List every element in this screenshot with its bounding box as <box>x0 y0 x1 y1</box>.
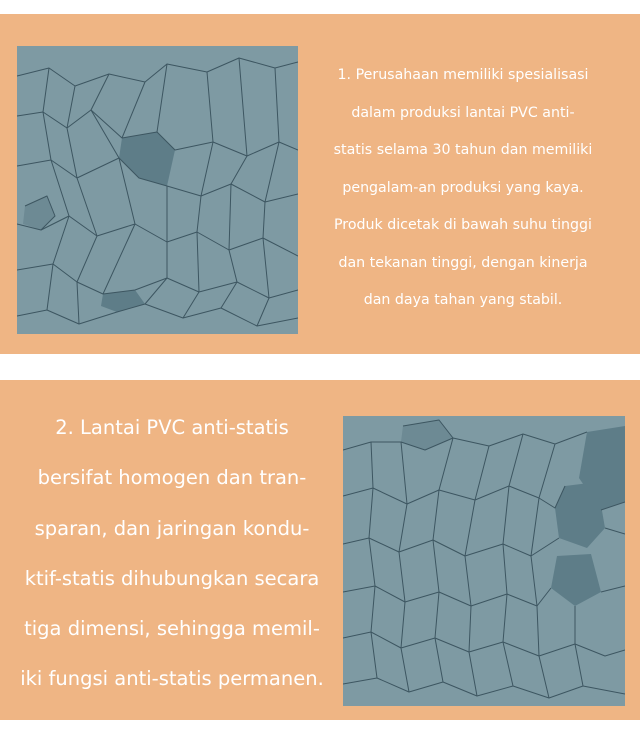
text-line: dan daya tahan yang stabil. <box>363 292 563 308</box>
text-line: Produk dicetak di bawah suhu tinggi <box>334 217 592 233</box>
feature-description-2 <box>0 403 344 705</box>
feature-panel-2 <box>0 380 640 720</box>
floor-texture-graphic <box>343 416 625 706</box>
text-line: tiga dimensi, sehingga memil- <box>24 617 320 641</box>
text-line: bersifat homogen dan tran- <box>37 466 307 490</box>
text-line: 1. Perusahaan memiliki spesialisasi <box>337 67 589 83</box>
text-line: pengalam-an produksi yang kaya. <box>342 179 584 196</box>
text-line: dalam produksi lantai PVC anti- <box>351 104 575 121</box>
text-line: statis selama 30 tahun dan memiliki <box>333 142 593 158</box>
text-line: dan tekanan tinggi, dengan kinerja <box>338 254 588 271</box>
text-line: ktif-statis dihubungkan secara <box>24 566 320 590</box>
feature-description-1 <box>304 57 622 320</box>
floor-texture-graphic <box>17 46 298 334</box>
feature-panel-1 <box>0 14 640 354</box>
text-line: sparan, dan jaringan kondu- <box>34 516 310 540</box>
text-line: 2. Lantai PVC anti-statis <box>55 416 289 439</box>
text-line: iki fungsi anti-statis permanen. <box>20 667 324 691</box>
pvc-floor-texture-image <box>343 416 625 706</box>
pvc-floor-texture-image <box>17 46 298 334</box>
